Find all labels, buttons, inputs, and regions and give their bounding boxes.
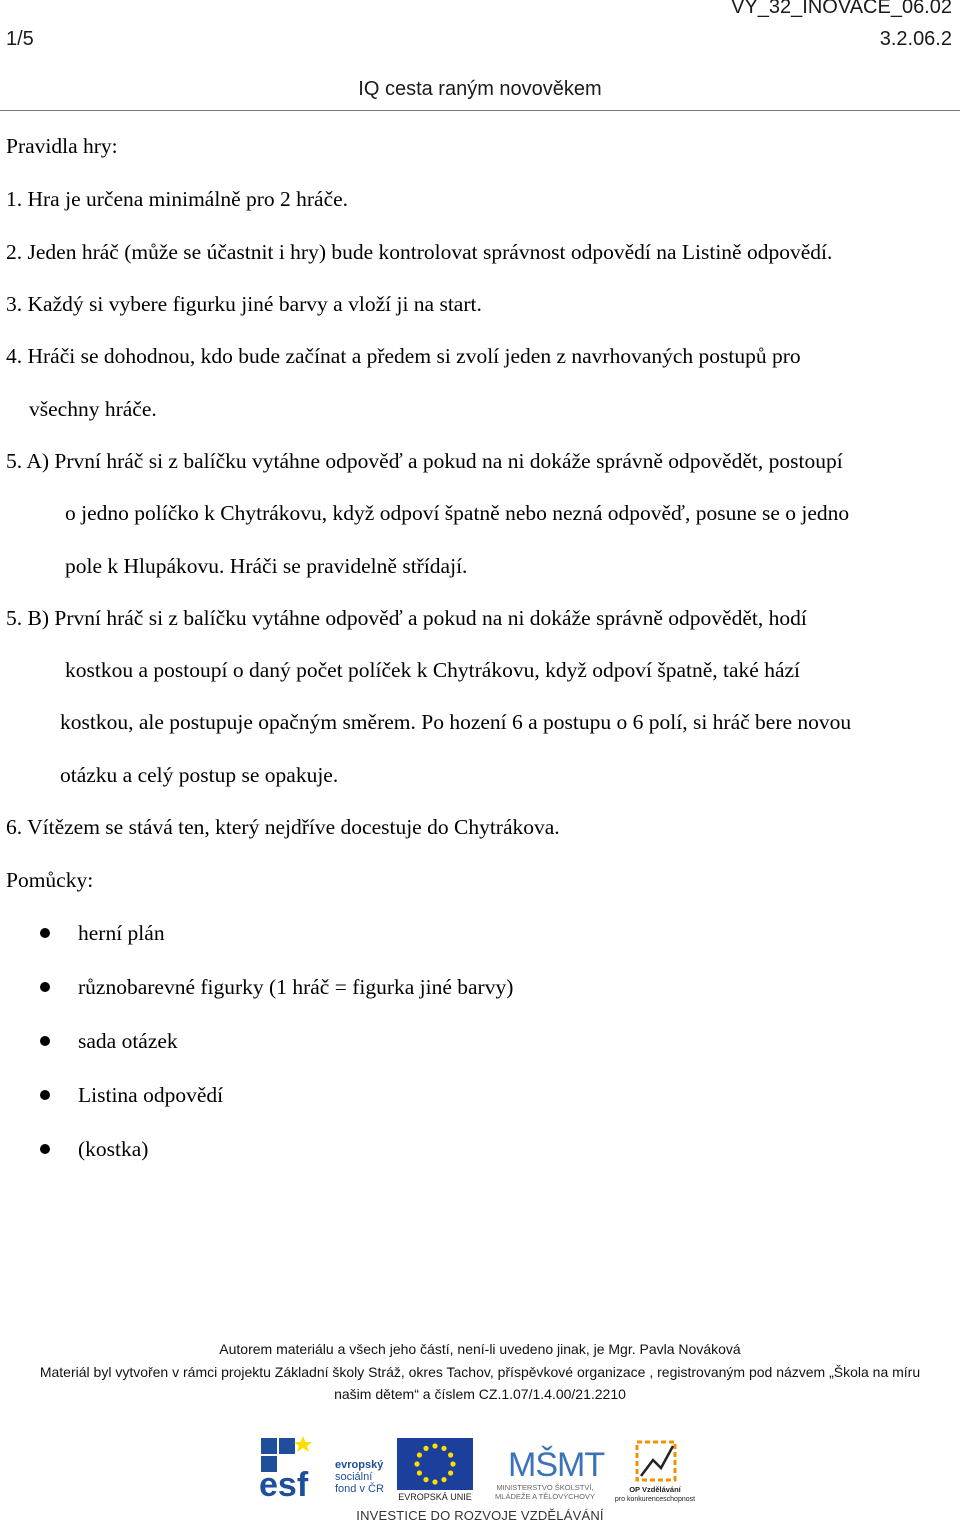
rule-line: o jedno políčko k Chytrákovu, když odpoví špatně nebo nezná odpověď, posune se o jedno (65, 501, 850, 525)
rule-line: 1. Hra je určena minimálně pro 2 hráče. (6, 187, 349, 211)
rule-line: otázku a celý postup se opakuje. (60, 763, 339, 787)
rule-line: 4. Hráči se dohodnou, kdo bude začínat a předem si zvolí jeden z navrhovaných postupů pro (6, 344, 801, 368)
aids-item: různobarevné figurky (1 hráč = figurka jiné barvy) (78, 975, 514, 999)
document-title: IQ cesta raným novověkem (358, 78, 602, 100)
bullet (40, 1036, 50, 1046)
aids-item: Listina odpovědí (78, 1083, 224, 1107)
rule-line: kostkou, ale postupuje opačným směrem. Po hození 6 a postupu o 6 polí, si hráč bere novou (60, 710, 852, 734)
esf-logo (259, 1436, 384, 1504)
rule-line: 2. Jeden hráč (může se účastnit i hry) bude kontrolovat správnost odpovědí na Listině odpovědí. (6, 240, 833, 264)
material-note: Materiál byl vytvořen v rámci projektu Základní školy Stráž, okres Tachov, příspěvkové organizace , registrovaným pod názvem „Škola na míru (39, 1364, 921, 1380)
investment-slogan: INVESTICE DO ROZVOJE VZDĚLÁVÁNÍ (356, 1508, 604, 1523)
rule-line: pole k Hlupákovu. Hráči se pravidelně střídají. (65, 554, 468, 578)
rule-line: 6. Vítězem se stává ten, který nejdříve docestuje do Chytrákova. (6, 815, 560, 839)
svg-text:MŠMT: MŠMT (508, 1446, 605, 1484)
op-vk-logo (615, 1442, 695, 1503)
svg-text:fond v ČR: fond v ČR (335, 1483, 384, 1495)
svg-text:sociální: sociální (335, 1471, 373, 1483)
eu-flag-logo (397, 1438, 473, 1502)
document-code: VY_32_INOVACE_06.02 (731, 0, 952, 18)
svg-text:evropský: evropský (335, 1459, 384, 1471)
rule-line: 5. B) První hráč si z balíčku vytáhne odpověď a pokud na ni dokáže správně odpovědět, hodí (6, 606, 807, 630)
svg-text:MINISTERSTVO ŠKOLSTVÍ,: MINISTERSTVO ŠKOLSTVÍ, (496, 1483, 594, 1492)
rule-line: všechny hráče. (29, 397, 157, 421)
aids-item: sada otázek (78, 1029, 178, 1053)
svg-text:MLÁDEŽE A TĚLOVÝCHOVY: MLÁDEŽE A TĚLOVÝCHOVY (495, 1492, 595, 1501)
page-number: 1/5 (6, 28, 34, 50)
bullet (40, 928, 50, 938)
rule-line: kostkou a postoupí o daný počet políček k Chytrákovu, když odpoví špatně, také hází (65, 658, 801, 682)
bullet (40, 1144, 50, 1154)
msmt-logo (495, 1446, 604, 1501)
material-note-continued: našim dětem“ a číslem CZ.1.07/1.4.00/21.2210 (334, 1386, 626, 1402)
star-icon (294, 1436, 312, 1452)
bullet (40, 982, 50, 992)
bullet (40, 1090, 50, 1100)
aids-heading: Pomůcky: (6, 868, 94, 892)
svg-text:pro konkurenceschopnost: pro konkurenceschopnost (614, 1496, 696, 1503)
document-number: 3.2.06.2 (879, 28, 952, 50)
aids-item: (kostka) (78, 1137, 149, 1161)
author-note: Autorem materiálu a všech jeho částí, není-li uvedeno jinak, je Mgr. Pavla Nováková (219, 1341, 741, 1357)
rule-line: 3. Každý si vybere figurku jiné barvy a vloží ji na start. (6, 292, 482, 316)
svg-text:OP Vzdělávání: OP Vzdělávání (629, 1485, 681, 1494)
rule-line: 5. A) První hráč si z balíčku vytáhne odpověď a pokud na ni dokáže správně odpovědět, postoupí (6, 449, 843, 473)
header-divider (0, 110, 960, 111)
rules-heading: Pravidla hry: (6, 134, 118, 158)
svg-text:EVROPSKÁ UNIE: EVROPSKÁ UNIE (398, 1492, 472, 1502)
svg-text:esf: esf (259, 1466, 309, 1504)
aids-item: herní plán (78, 921, 165, 945)
funding-logos (255, 1430, 710, 1506)
